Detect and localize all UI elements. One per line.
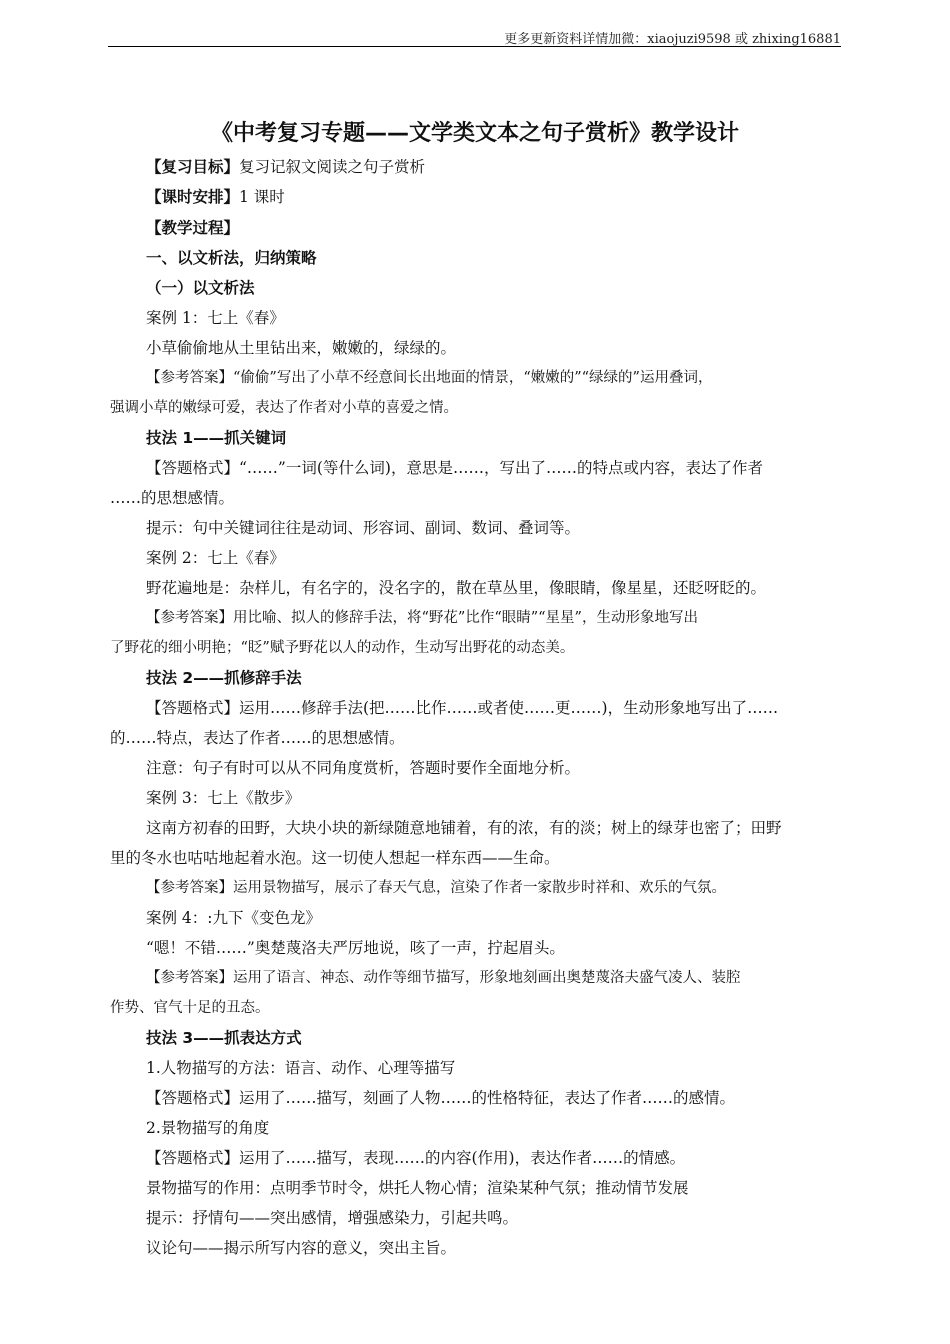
lesson-line bbox=[146, 187, 285, 207]
point-1: 1.人物描写的方法：语言、动作、心理等描写 bbox=[146, 1059, 456, 1077]
goal-text: 复习记叙文阅读之句子赏析 bbox=[239, 158, 426, 176]
format-1-line-2: ……的思想感情。 bbox=[110, 489, 235, 507]
case-4-text: “嗯！不错……”奥楚蔑洛夫严厉地说，咳了一声，拧起眉头。 bbox=[146, 939, 565, 957]
document-title: 《中考复习专题——文学类文本之句子赏析》教学设计 bbox=[210, 121, 739, 146]
format-1-line-1: 【答题格式】“……”一词(等什么词)，意思是……，写出了……的特点或内容，表达了作者 bbox=[146, 459, 763, 477]
tip-1: 提示：句中关键词往往是动词、形容词、副词、数词、叠词等。 bbox=[146, 519, 581, 537]
section-heading: 一、以文析法，归纳策略 bbox=[146, 249, 317, 267]
format-3: 【答题格式】运用了……描写，刻画了人物……的性格特征，表达了作者……的感情。 bbox=[146, 1089, 736, 1107]
case-4-heading: 案例 4：:九下《变色龙》 bbox=[146, 909, 322, 927]
case-3-heading: 案例 3：七上《散步》 bbox=[146, 789, 301, 807]
case-3-line-1: 这南方初春的田野，大块小块的新绿随意地铺着，有的浓，有的淡；树上的绿芽也密了；田野 bbox=[146, 819, 782, 837]
goal-line bbox=[146, 157, 425, 177]
page-header bbox=[108, 26, 841, 47]
case-2-text: 野花遍地是：杂样儿，有名字的，没名字的，散在草丛里，像眼睛，像星星，还眨呀眨的。 bbox=[146, 579, 767, 597]
tip-2: 提示：抒情句——突出感情，增强感染力，引起共鸣。 bbox=[146, 1209, 519, 1227]
scene-effect: 景物描写的作用：点明季节时令，烘托人物心情；渲染某种气氛；推动情节发展 bbox=[146, 1179, 689, 1197]
note-2: 注意：句子有时可以从不同角度赏析，答题时要作全面地分析。 bbox=[146, 759, 581, 777]
subsection-heading: （一）以文析法 bbox=[146, 279, 255, 297]
process-label: 【教学过程】 bbox=[146, 219, 240, 237]
format-2-line-1: 【答题格式】运用……修辞手法(把……比作……或者使……更……)，生动形象地写出了…… bbox=[146, 699, 779, 717]
answer-4-line-2: 作势、官气十足的丑态。 bbox=[110, 1000, 270, 1016]
answer-4-line-1: 【参考答案】运用了语言、神态、动作等细节描写，形象地刻画出奥楚蔑洛夫盛气凌人、装腔 bbox=[146, 970, 741, 986]
header-text: 更多更新资料详情加微：xiaojuzi9598 或 zhixing16881 bbox=[504, 32, 841, 47]
case-3-line-2: 里的冬水也咕咕地起着水泡。这一切使人想起一样东西——生命。 bbox=[110, 849, 560, 867]
answer-2-line-2: 了野花的细小明艳；“眨”赋予野花以人的动作，生动写出野花的动态美。 bbox=[110, 640, 575, 656]
answer-3: 【参考答案】运用景物描写，展示了春天气息，渲染了作者一家散步时祥和、欢乐的气氛。 bbox=[146, 880, 726, 896]
skill-2-heading: 技法 2——抓修辞手法 bbox=[146, 669, 302, 687]
skill-3-heading: 技法 3——抓表达方式 bbox=[146, 1029, 302, 1047]
format-2-line-2: 的……特点，表达了作者……的思想感情。 bbox=[110, 729, 405, 747]
point-2: 2.景物描写的角度 bbox=[146, 1119, 270, 1137]
case-1-text: 小草偷偷地从土里钻出来，嫩嫩的，绿绿的。 bbox=[146, 339, 457, 357]
skill-1-heading: 技法 1——抓关键词 bbox=[146, 429, 287, 447]
case-2-heading: 案例 2：七上《春》 bbox=[146, 549, 285, 567]
answer-1-line-1: 【参考答案】“偷偷”写出了小草不经意间长出地面的情景，“嫩嫩的”“绿绿的”运用叠词， bbox=[146, 370, 713, 386]
goal-label: 【复习目标】 bbox=[146, 158, 240, 176]
case-1-heading: 案例 1：七上《春》 bbox=[146, 309, 285, 327]
answer-1-line-2: 强调小草的嫩绿可爱，表达了作者对小草的喜爱之情。 bbox=[110, 400, 458, 416]
lesson-label: 【课时安排】 bbox=[146, 188, 240, 206]
answer-2-line-1: 【参考答案】用比喻、拟人的修辞手法，将“野花”比作“眼睛”“星星”，生动形象地写出 bbox=[146, 610, 698, 626]
lesson-text: 1 课时 bbox=[239, 188, 285, 206]
format-4: 【答题格式】运用了……描写，表现……的内容(作用)，表达作者……的情感。 bbox=[146, 1149, 686, 1167]
tip-3: 议论句——揭示所写内容的意义，突出主旨。 bbox=[146, 1239, 457, 1257]
